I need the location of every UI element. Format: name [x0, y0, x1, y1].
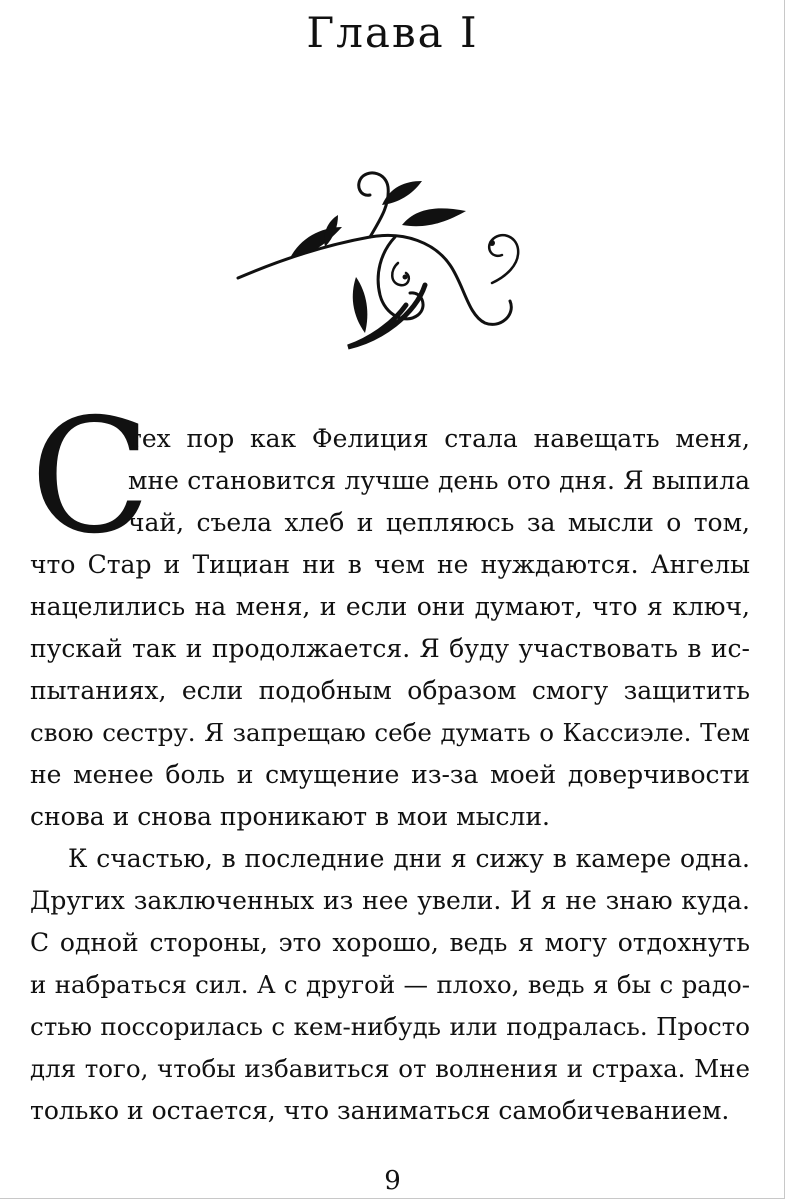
text-line: мне становится лучше день ото дня. Я выпила [128, 466, 750, 495]
drop-cap: С [30, 385, 151, 569]
text-line: не менее боль и смущение из-за моей доверчивости [30, 760, 750, 789]
text-line: пускай так и продолжается. Я буду участвовать в ис- [30, 634, 750, 663]
text-line: снова и снова проникают в мои мысли. [30, 802, 550, 831]
text-line: и набраться сил. А с другой — плохо, ведь я бы с радо- [30, 970, 750, 999]
text-line: пытаниях, если подобным образом смогу защитить [30, 676, 750, 705]
text-line: чай, съела хлеб и цепляюсь за мысли о том, [128, 508, 750, 537]
text-line: К счастью, в последние дни я сижу в камере одна. [68, 844, 750, 873]
text-line: С одной стороны, это хорошо, ведь я могу отдохнуть [30, 928, 750, 957]
floral-vine-ornament-icon [230, 165, 530, 365]
text-line: нацелились на меня, и если они думают, что я ключ, [30, 592, 750, 621]
text-line: для того, чтобы избавиться от волнения и страха. Мне [30, 1054, 750, 1083]
text-line: тех пор как Фелиция стала навещать меня, [128, 424, 750, 453]
text-line: стью поссорилась с кем-нибудь или подралась. Просто [30, 1012, 750, 1041]
body-text [30, 418, 750, 1132]
text-line: свою сестру. Я запрещаю себе думать о Кассиэле. Тем [30, 718, 750, 747]
text-line: Других заключенных из нее увели. И я не знаю куда. [30, 886, 750, 915]
text-line: только и остается, что заниматься самобичеванием. [30, 1096, 730, 1125]
chapter-title: Глава I [306, 8, 479, 57]
text-line: что Стар и Тициан ни в чем не нуждаются. Ангелы [30, 550, 750, 579]
page-number: 9 [384, 1166, 401, 1196]
